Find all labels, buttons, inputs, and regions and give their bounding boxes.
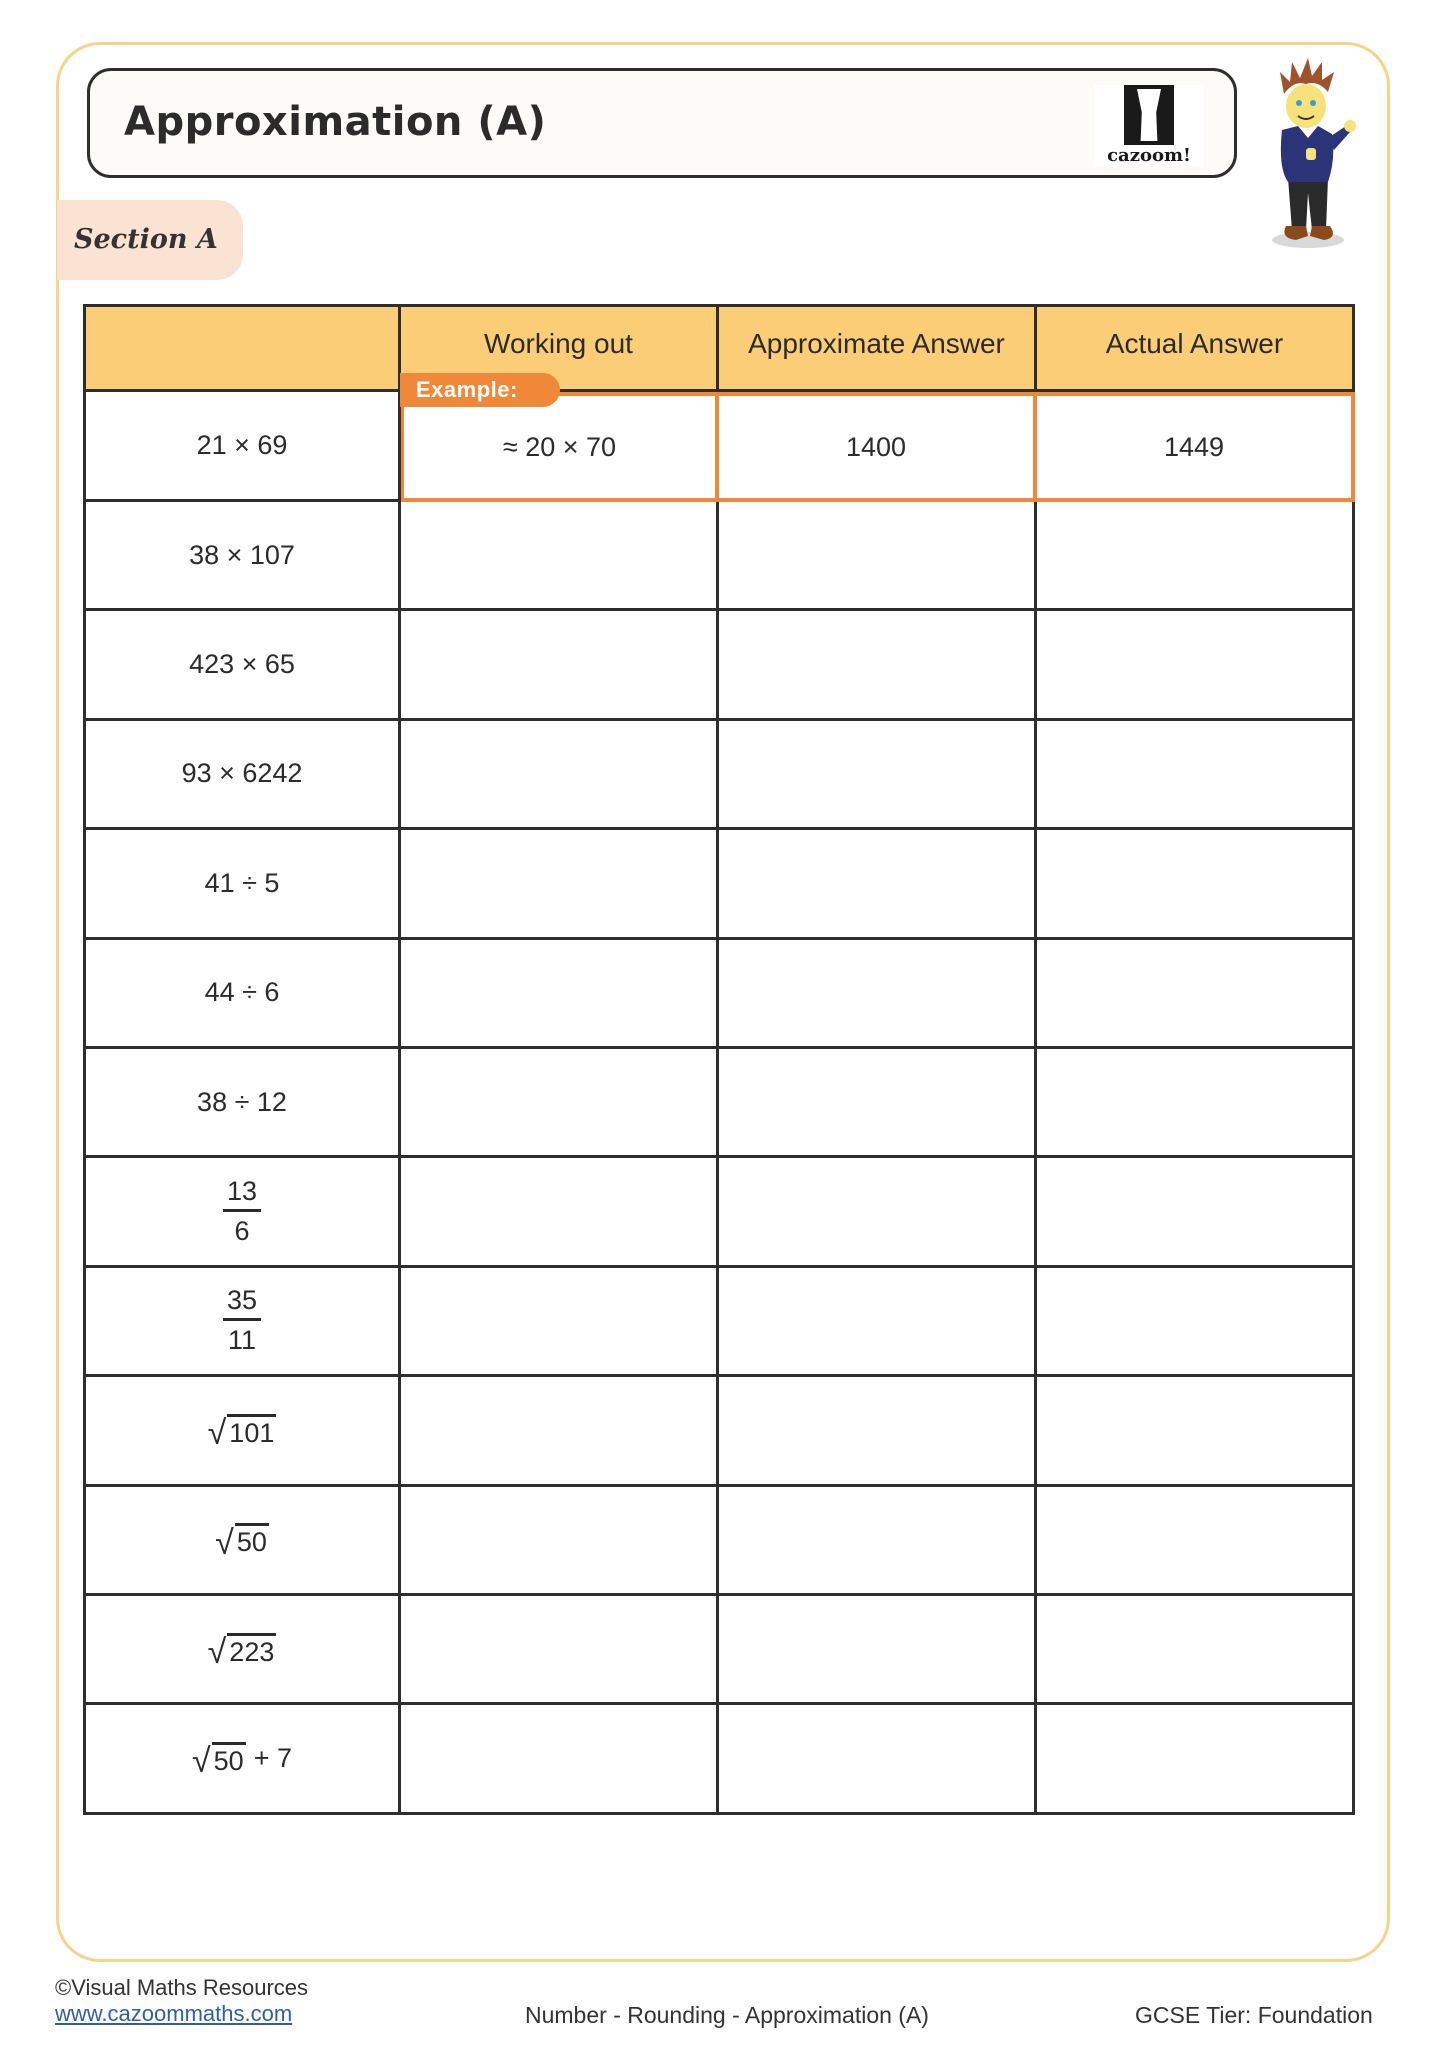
- actual-answer-input[interactable]: [1037, 611, 1355, 720]
- column-header-actual: Actual Answer: [1037, 304, 1355, 392]
- table-row: [83, 1487, 1355, 1596]
- example-actual: 1449: [1037, 392, 1355, 502]
- copyright-text: ©Visual Maths Resources: [55, 1975, 309, 2000]
- actual-answer-input[interactable]: [1037, 721, 1355, 830]
- question-cell: [83, 1158, 401, 1267]
- table-row: [83, 1049, 1355, 1158]
- example-approximate: 1400: [719, 392, 1037, 502]
- radical-sign-icon: √: [207, 1633, 227, 1672]
- radicand: 101: [227, 1414, 276, 1447]
- actual-answer-input[interactable]: [1037, 1049, 1355, 1158]
- working-input[interactable]: [401, 1596, 719, 1705]
- page-title: Approximation (A): [124, 99, 547, 145]
- actual-answer-input[interactable]: [1037, 502, 1355, 611]
- approximation-table: [83, 304, 1355, 1815]
- fraction: [223, 1287, 261, 1354]
- working-input[interactable]: [401, 940, 719, 1049]
- fraction: [223, 1178, 261, 1245]
- actual-answer-input[interactable]: [1037, 1158, 1355, 1267]
- radicand: 50: [235, 1523, 269, 1556]
- radicand: 50: [212, 1742, 246, 1775]
- working-input[interactable]: [401, 1377, 719, 1486]
- approximate-answer-input[interactable]: [719, 1377, 1037, 1486]
- working-input[interactable]: [401, 611, 719, 720]
- table-row: [83, 940, 1355, 1049]
- question-cell: 41 ÷ 5: [83, 830, 401, 939]
- question-cell: 93 × 6242: [83, 721, 401, 830]
- actual-answer-input[interactable]: [1037, 1268, 1355, 1377]
- working-input[interactable]: [401, 502, 719, 611]
- footer-credits: [55, 1975, 308, 2027]
- actual-answer-input[interactable]: [1037, 1377, 1355, 1486]
- website-link[interactable]: www.cazoommaths.com: [55, 2001, 293, 2026]
- table-row: [83, 502, 1355, 611]
- approximate-answer-input[interactable]: [719, 1268, 1037, 1377]
- working-input[interactable]: [401, 1049, 719, 1158]
- approximate-answer-input[interactable]: [719, 1705, 1037, 1814]
- question-cell: 38 × 107: [83, 502, 401, 611]
- column-header-question: [83, 304, 401, 392]
- example-badge: Example:: [400, 373, 560, 407]
- logo-cup-icon: [1124, 85, 1174, 145]
- approximate-answer-input[interactable]: [719, 502, 1037, 611]
- table-row: [83, 721, 1355, 830]
- table-row: [83, 1268, 1355, 1377]
- approximate-answer-input[interactable]: [719, 830, 1037, 939]
- section-tab: [57, 200, 243, 280]
- actual-answer-input[interactable]: [1037, 830, 1355, 939]
- radical-sign-icon: √: [191, 1742, 211, 1781]
- table-row: [83, 1158, 1355, 1267]
- logo-wordmark: cazoom!: [1107, 145, 1191, 166]
- actual-answer-input[interactable]: [1037, 1487, 1355, 1596]
- actual-answer-input[interactable]: [1037, 940, 1355, 1049]
- approximate-answer-input[interactable]: [719, 940, 1037, 1049]
- section-label: Section A: [74, 224, 218, 255]
- actual-answer-input[interactable]: [1037, 1596, 1355, 1705]
- working-input[interactable]: [401, 1487, 719, 1596]
- radical-sign-icon: √: [215, 1523, 234, 1562]
- radicand: 223: [227, 1633, 276, 1666]
- footer-tier: GCSE Tier: Foundation: [1135, 2002, 1373, 2028]
- approximate-answer-input[interactable]: [719, 611, 1037, 720]
- fraction-denominator: 11: [227, 1325, 256, 1356]
- example-row: [83, 392, 1355, 502]
- mascot-illustration-icon: [1258, 58, 1358, 253]
- approximate-answer-input[interactable]: [719, 1596, 1037, 1705]
- question-cell: 423 × 65: [83, 611, 401, 720]
- question-cell: [83, 1377, 401, 1486]
- table-row: [83, 1596, 1355, 1705]
- footer-topic: Number - Rounding - Approximation (A): [525, 2002, 929, 2028]
- approximate-answer-input[interactable]: [719, 1049, 1037, 1158]
- actual-answer-input[interactable]: [1037, 1705, 1355, 1814]
- question-cell: 44 ÷ 6: [83, 940, 401, 1049]
- question-cell: [83, 1596, 401, 1705]
- table-header-row: [83, 304, 1355, 392]
- expression-suffix: + 7: [253, 1742, 292, 1773]
- example-question: 21 × 69: [83, 392, 401, 502]
- square-root: [207, 1632, 277, 1672]
- table-row: [83, 1377, 1355, 1486]
- radical-sign-icon: √: [207, 1414, 227, 1453]
- table-row: [83, 611, 1355, 720]
- title-banner: [87, 68, 1237, 178]
- fraction-numerator: 35: [223, 1287, 261, 1321]
- square-root: [207, 1413, 277, 1453]
- column-header-working: Working out: [401, 304, 719, 392]
- question-cell: 38 ÷ 12: [83, 1049, 401, 1158]
- approximate-answer-input[interactable]: [719, 721, 1037, 830]
- working-input[interactable]: [401, 1158, 719, 1267]
- working-input[interactable]: [401, 1268, 719, 1377]
- approximate-answer-input[interactable]: [719, 1158, 1037, 1267]
- table-row: [83, 1705, 1355, 1814]
- column-header-approximate: Approximate Answer: [719, 304, 1037, 392]
- approximate-answer-input[interactable]: [719, 1487, 1037, 1596]
- question-cell: [83, 1705, 401, 1814]
- cazoom-logo: [1094, 85, 1204, 167]
- example-working: ≈ 20 × 70: [401, 392, 719, 502]
- fraction-numerator: 13: [223, 1178, 261, 1212]
- question-cell: [83, 1268, 401, 1377]
- square-root: [215, 1523, 269, 1562]
- question-cell: [83, 1487, 401, 1596]
- fraction-denominator: 6: [234, 1216, 250, 1247]
- working-input[interactable]: [401, 721, 719, 830]
- square-root: [191, 1741, 246, 1781]
- table-row: [83, 830, 1355, 939]
- working-input[interactable]: [401, 830, 719, 939]
- working-input[interactable]: [401, 1705, 719, 1814]
